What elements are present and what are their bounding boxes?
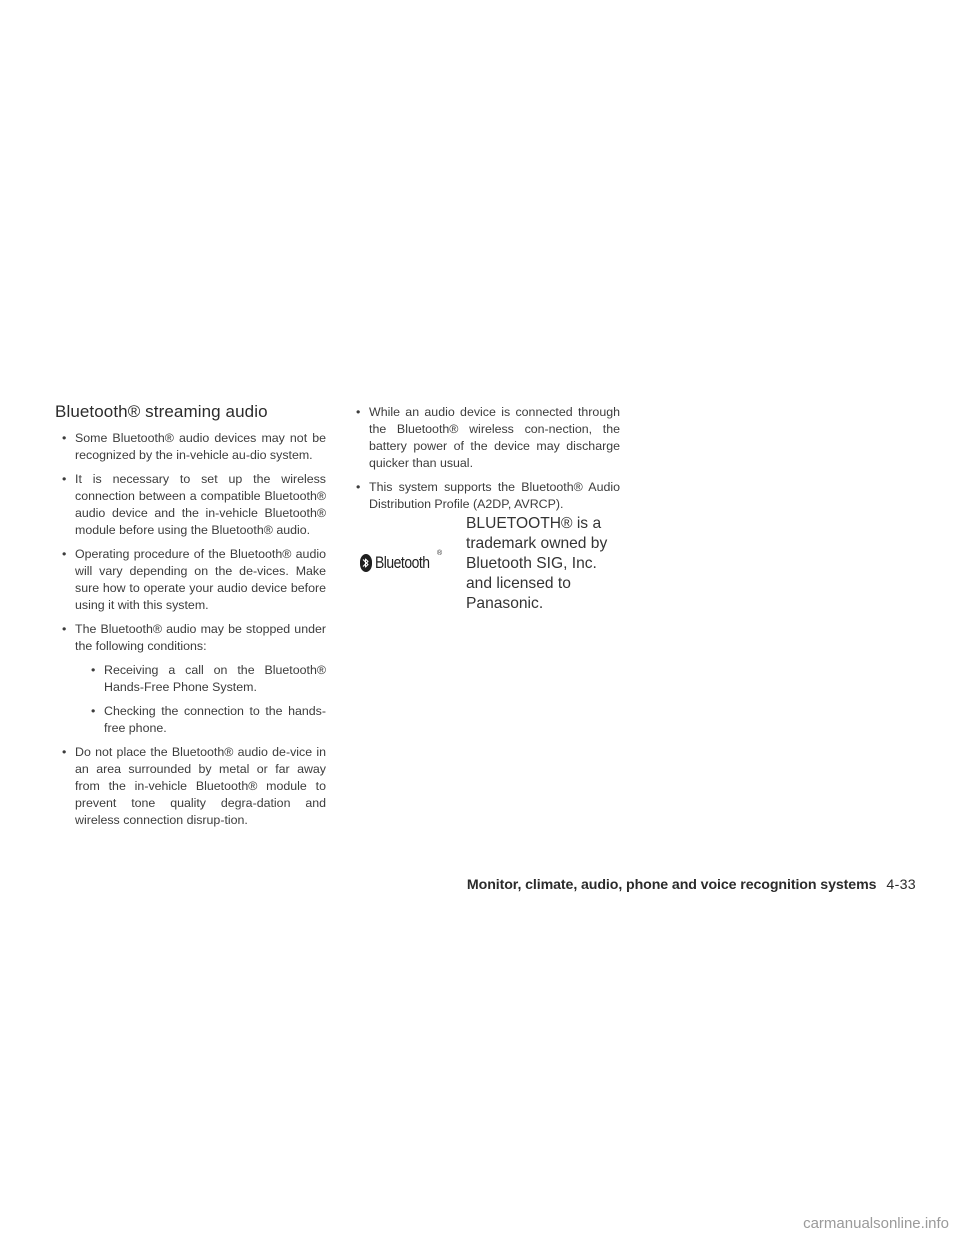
bluetooth-logo	[360, 551, 446, 575]
section-title: Bluetooth® streaming audio	[55, 402, 268, 421]
left-bullet-list	[62, 430, 326, 829]
sub-list-item: • Receiving a call on the Bluetooth® Hands-Free Phone System.	[75, 662, 326, 696]
list-item: • Operating procedure of the Bluetooth® audio will vary depending on the de-vices. Make sure how to operate your audio device before using it with this system.	[62, 546, 326, 614]
page-footer	[467, 877, 916, 893]
right-column	[356, 404, 620, 520]
list-item: • This system supports the Bluetooth® Audio Distribution Profile (A2DP, AVRCP).	[356, 479, 620, 513]
chapter-title: Monitor, climate, audio, phone and voice recognition systems	[466, 877, 877, 893]
list-item-with-sublist	[62, 621, 326, 737]
list-item: • Do not place the Bluetooth® audio de-vice in an area surrounded by metal or far away from the in-vehicle Bluetooth® module to prevent tone quality degra-dation and wireless connection disrup-tion.	[62, 744, 326, 829]
list-item: • While an audio device is connected through the Bluetooth® wireless con-nection, the battery power of the device may discharge quicker than usual.	[356, 404, 620, 472]
sub-bullet-list	[75, 662, 326, 737]
left-column	[62, 430, 326, 836]
page-number: 4-33	[886, 877, 916, 893]
bluetooth-logo-icon	[360, 554, 372, 572]
trademark-note: BLUETOOTH® is a trademark owned by Bluetooth SIG, Inc. and licensed to Panasonic.	[466, 515, 608, 612]
list-item-text: The Bluetooth® audio may be stopped under the following conditions:	[75, 622, 326, 653]
sub-list-item: • Checking the connection to the hands-free phone.	[75, 703, 326, 737]
list-item: • It is necessary to set up the wireless connection between a compatible Bluetooth® audio device and the in-vehicle Bluetooth® module before using the Bluetooth® audio.	[62, 471, 326, 539]
registered-mark: ®	[437, 550, 443, 557]
bluetooth-wordmark: Bluetooth	[375, 553, 430, 572]
list-item: • Some Bluetooth® audio devices may not be recognized by the in-vehicle au-dio system.	[62, 430, 326, 464]
right-bullet-list	[356, 404, 620, 513]
watermark: carmanualsonline.info	[803, 1215, 949, 1232]
